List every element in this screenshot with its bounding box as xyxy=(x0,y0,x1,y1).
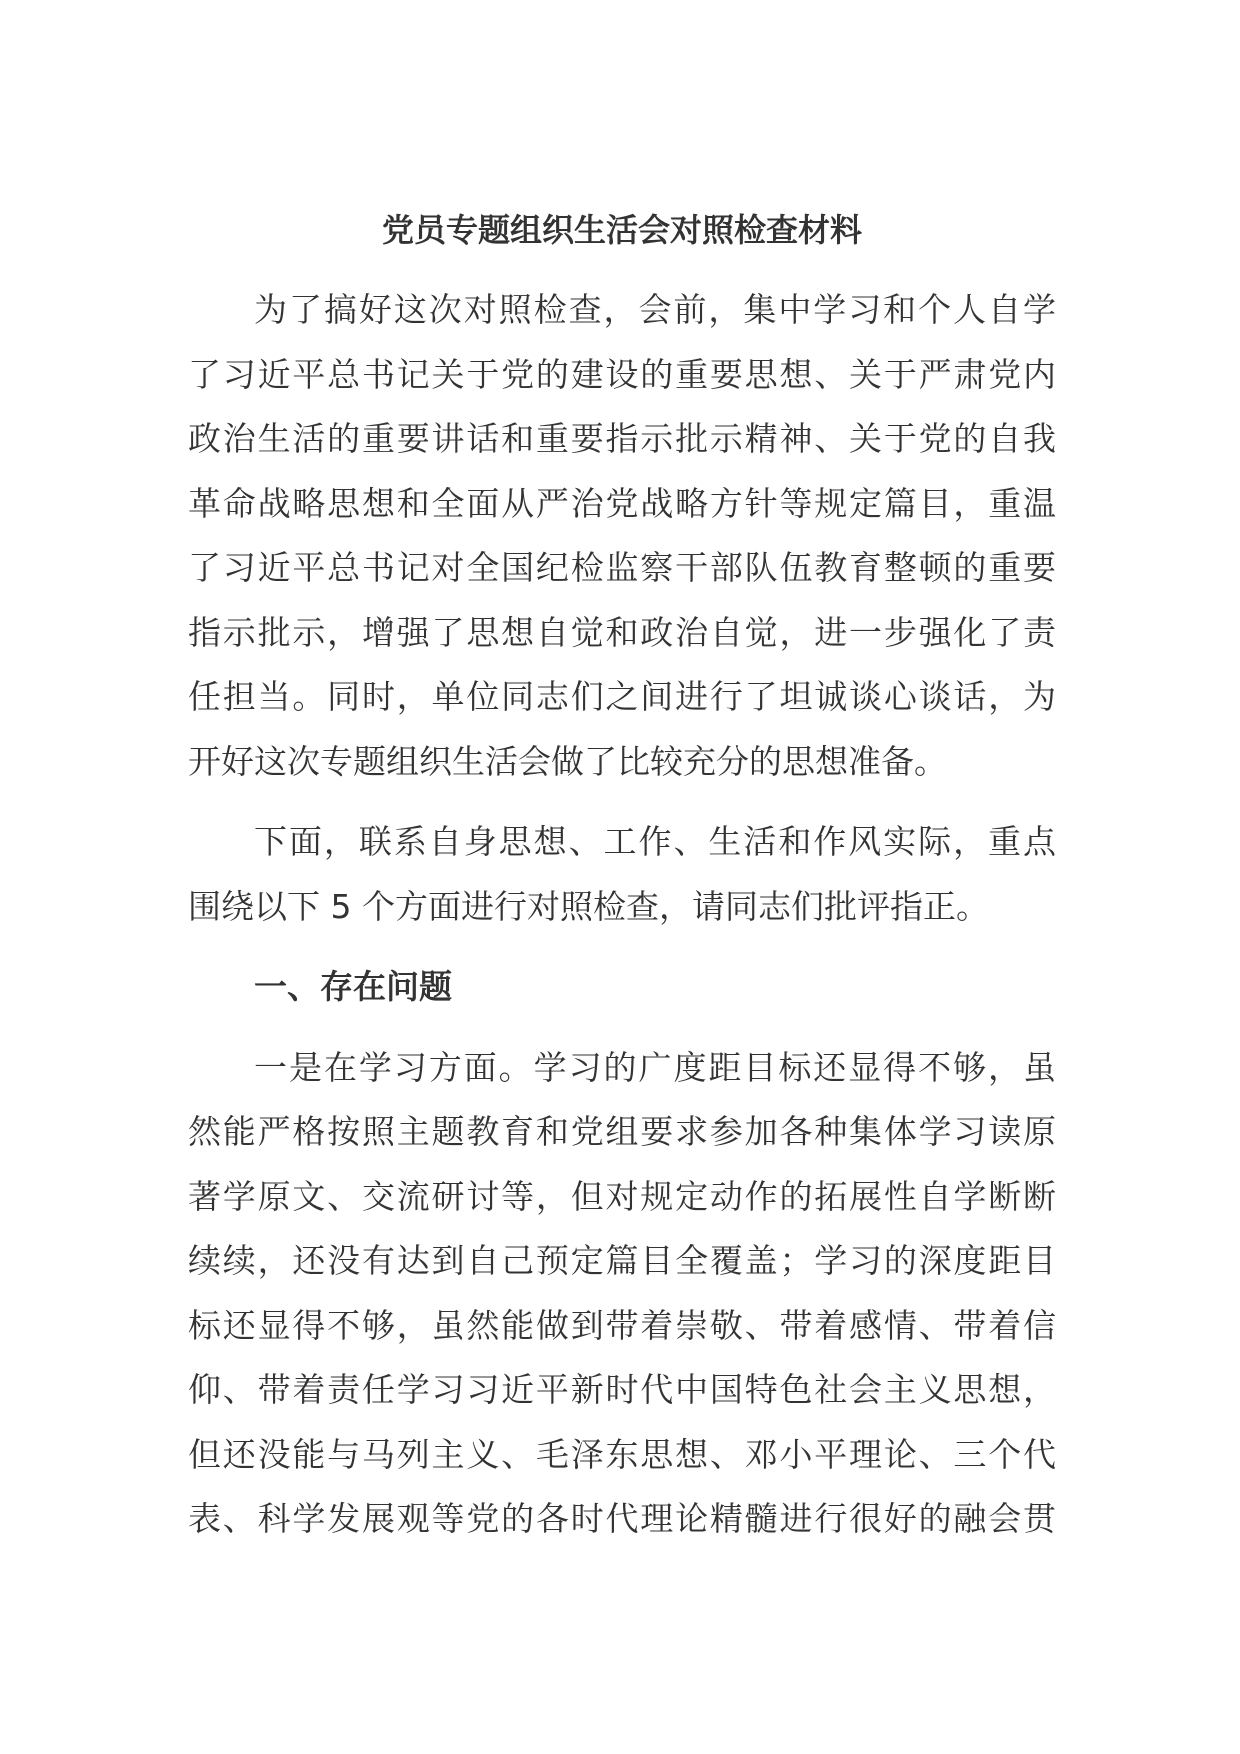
document-title: 党员专题组织生活会对照检查材料 xyxy=(381,211,862,249)
paragraph-line: 一是在学习方面。学习的广度距目标还显得不够，虽 xyxy=(254,1047,1056,1087)
section-heading: 一、存在问题 xyxy=(254,967,452,1006)
paragraph-line: 革命战略思想和全面从严治党战略方针等规定篇目，重温 xyxy=(188,483,1056,523)
paragraph-line: 任担当。同时，单位同志们之间进行了坦诚谈心谈话，为 xyxy=(188,677,1056,716)
paragraph-line: 开好这次专题组织生活会做了比较充分的思想准备。 xyxy=(188,741,947,781)
paragraph-line: 著学原文、交流研讨等，但对规定动作的拓展性自学断断 xyxy=(188,1176,1056,1216)
paragraph-line: 政治生活的重要讲话和重要指示批示精神、关于党的自我 xyxy=(188,419,1056,458)
study-paragraph xyxy=(188,1036,1056,1552)
paragraph-line: 续续，还没有达到自己预定篇目全覆盖；学习的深度距目 xyxy=(188,1241,1056,1280)
document-page xyxy=(188,200,1056,1568)
paragraph-line: 了习近平总书记关于党的建设的重要思想、关于严肃党内 xyxy=(188,354,1056,394)
paragraph-line: 但还没能与马列主义、毛泽东思想、邓小平理论、三个代 xyxy=(188,1434,1056,1474)
paragraph-line: 下面，联系自身思想、工作、生活和作风实际，重点 xyxy=(254,822,1056,861)
intro-paragraph xyxy=(188,278,1056,794)
paragraph-line: 指示批示，增强了思想自觉和政治自觉，进一步强化了责 xyxy=(188,612,1056,652)
scope-paragraph xyxy=(188,810,1056,939)
paragraph-line: 仰、带着责任学习习近平新时代中国特色社会主义思想， xyxy=(188,1370,1056,1409)
paragraph-line: 了习近平总书记对全国纪检监察干部队伍教育整顿的重要 xyxy=(188,548,1056,587)
paragraph-line: 围绕以下 5 个方面进行对照检查，请同志们批评指正。 xyxy=(188,886,989,926)
paragraph-line: 标还显得不够，虽然能做到带着崇敬、带着感情、带着信 xyxy=(188,1305,1056,1345)
paragraph-line: 表、科学发展观等党的各时代理论精髓进行很好的融会贯 xyxy=(188,1499,1056,1538)
paragraph-line: 然能严格按照主题教育和党组要求参加各种集体学习读原 xyxy=(188,1112,1056,1151)
paragraph-line: 为了搞好这次对照检查，会前，集中学习和个人自学 xyxy=(254,290,1056,329)
